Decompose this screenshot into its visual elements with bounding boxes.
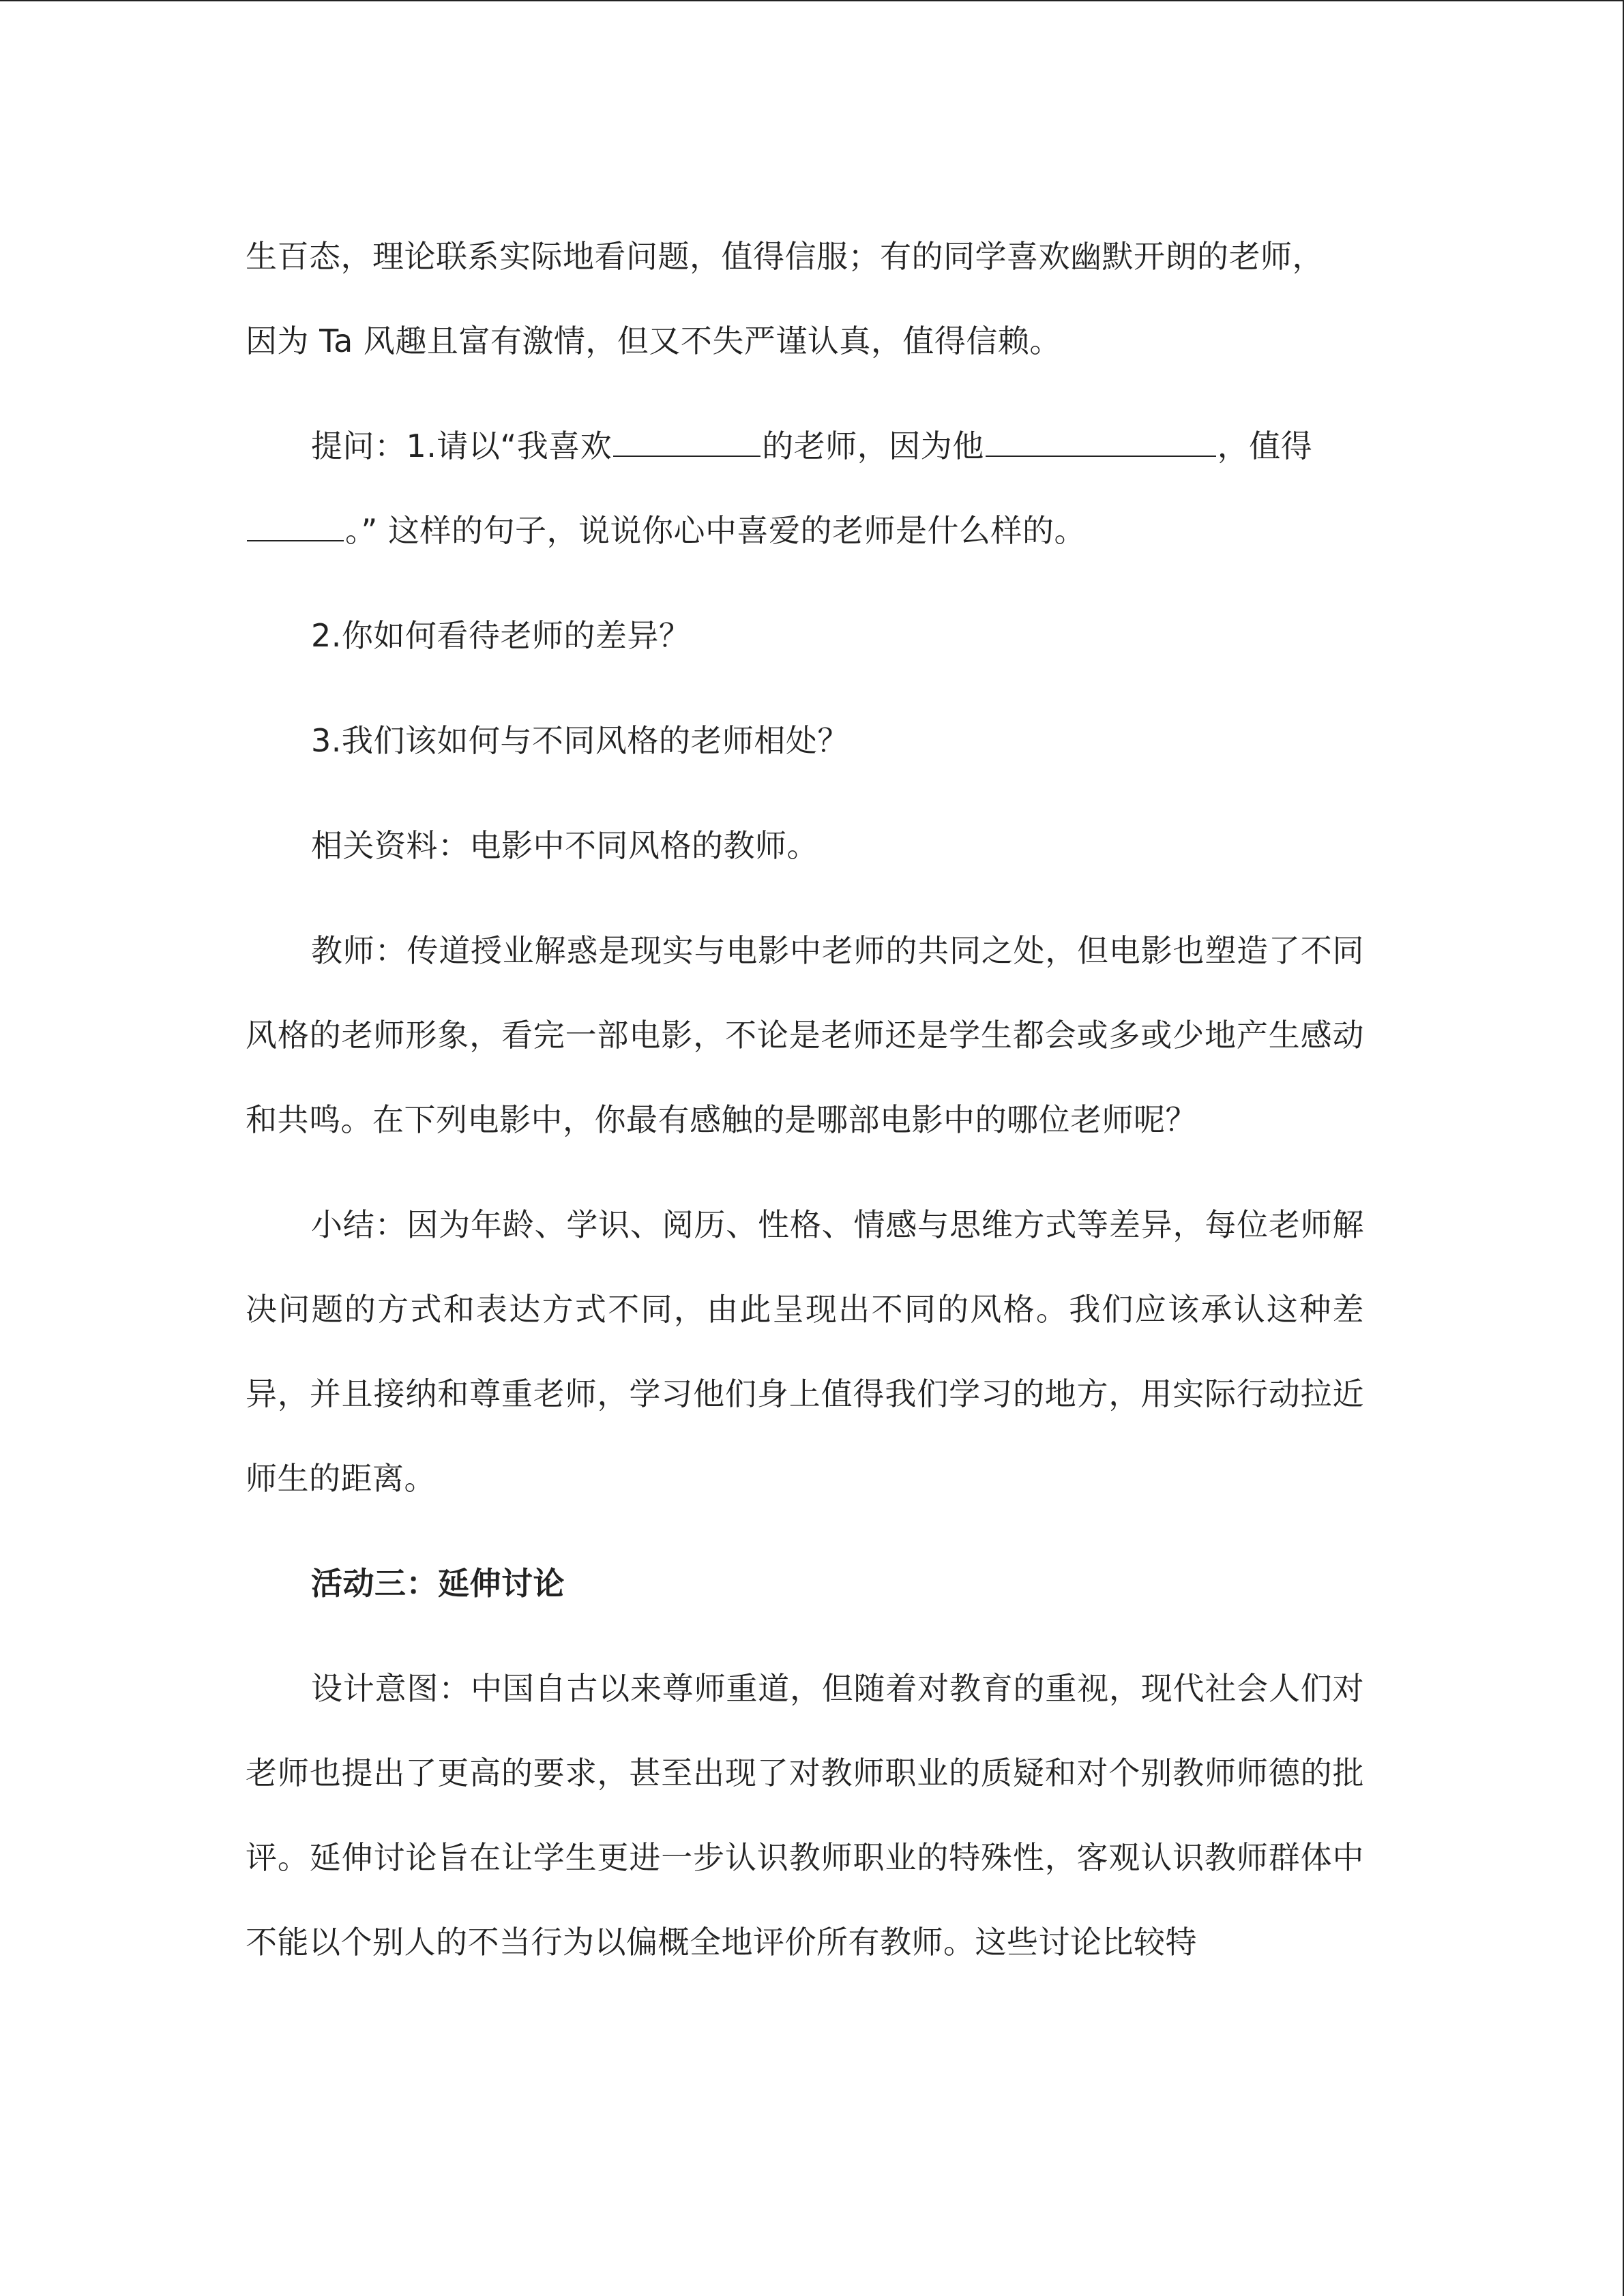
question-1-mid-1: 的老师，因为他 xyxy=(762,428,984,464)
intro-line-2: 因为 Ta 风趣且富有激情，但又不失严谨认真，值得信赖。 xyxy=(246,323,1061,359)
paragraph-gap xyxy=(246,383,1364,404)
design-intent-paragraph: 设计意图：中国自古以来尊师重道，但随着对教育的重视，现代社会人们对老师也提出了更高的要求，甚至出现了对教师职业的质疑和对个别教师师德的批评。延伸讨论旨在让学生更进一步认识教师职业的特殊性，客观认识教师群体中不能以个别人的不当行为以偏概全地评价所有教师。这些讨论比较特 xyxy=(246,1670,1364,1960)
intro-line-1: 生百态，理论联系实际地看问题，值得信服；有的同学喜欢幽默开朗的老师， xyxy=(246,238,1324,275)
teacher-paragraph: 教师：传道授业解惑是现实与电影中老师的共同之处，但电影也塑造了不同风格的老师形象，看完一部电影，不论是老师还是学生都会或多或少地产生感动和共鸣。在下列电影中，你最有感触的是哪部电影中的哪位老师呢？ xyxy=(246,932,1364,1138)
paragraph-gap xyxy=(246,783,1364,803)
question-1-suffix: 。” 这样的句子，说说你心中喜爱的老师是什么样的。 xyxy=(345,512,1086,549)
paragraph-gap xyxy=(246,888,1364,908)
paragraph-gap xyxy=(246,1162,1364,1182)
related-materials: 相关资料：电影中不同风格的教师。 xyxy=(311,827,818,864)
question-1-mid-2: ，值得 xyxy=(1217,428,1313,464)
fill-blank-3 xyxy=(247,513,344,541)
question-2: 2.你如何看待老师的差异？ xyxy=(311,617,691,654)
paragraph-gap xyxy=(246,1521,1364,1541)
paragraph-gap xyxy=(246,1626,1364,1646)
fill-blank-2 xyxy=(986,428,1216,457)
paragraph-gap xyxy=(246,573,1364,593)
question-3: 3.我们该如何与不同风格的老师相处？ xyxy=(311,722,849,759)
question-1-prefix: 提问：1.请以“我喜欢 xyxy=(311,428,612,464)
activity-3-heading: 活动三：延伸讨论 xyxy=(311,1565,565,1602)
fill-blank-1 xyxy=(613,428,761,457)
summary-paragraph: 小结：因为年龄、学识、阅历、性格、情感与思维方式等差异，每位老师解决问题的方式和表达方式不同，由此呈现出不同的风格。我们应该承认这种差异，并且接纳和尊重老师，学习他们身上值得我们学习的地方，用实际行动拉近师生的距离。 xyxy=(246,1206,1364,1497)
question-1 xyxy=(246,404,1364,573)
page-content xyxy=(246,214,1364,1984)
paragraph-gap xyxy=(246,678,1364,698)
